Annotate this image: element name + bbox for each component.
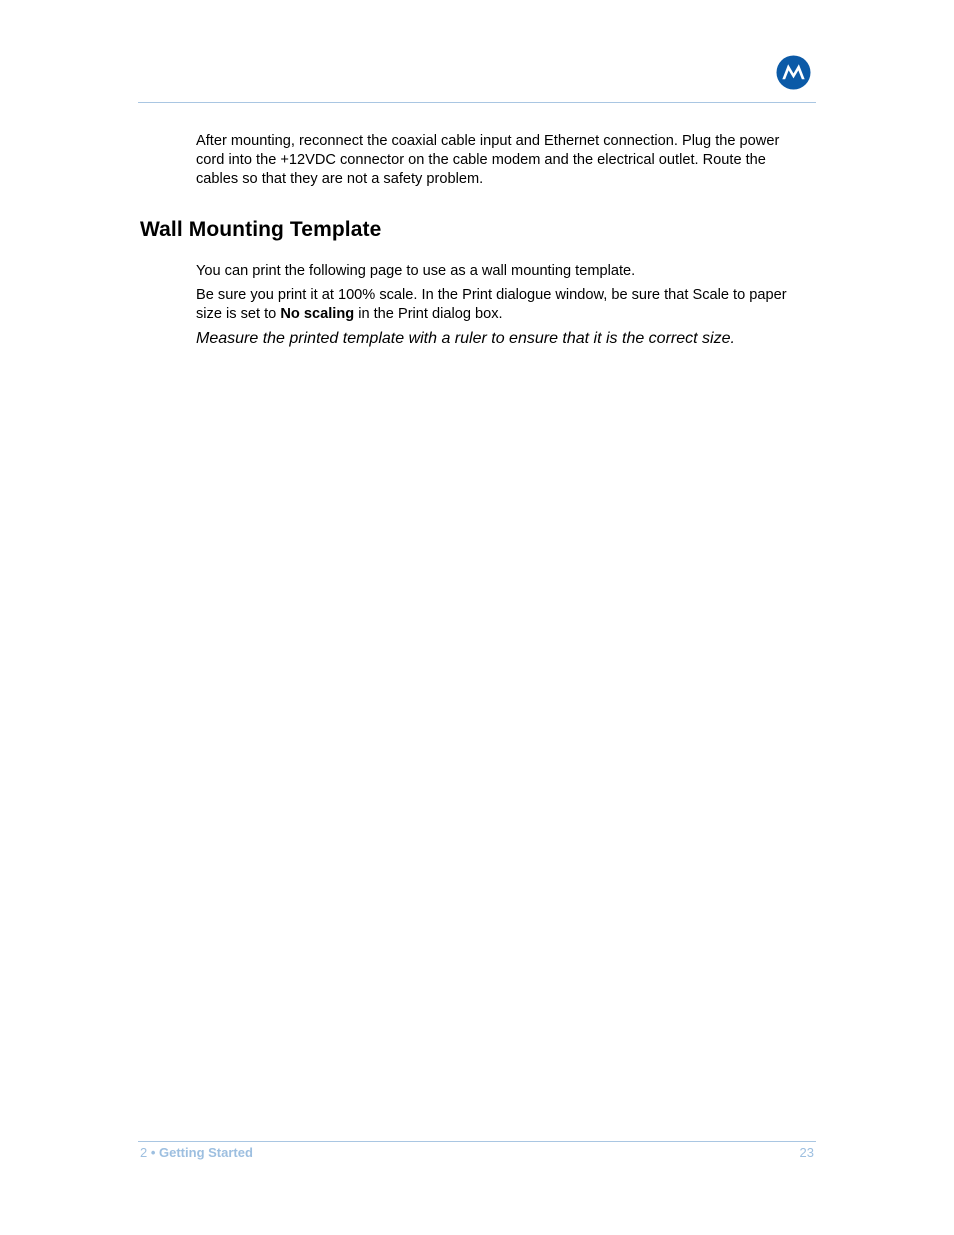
- footer-rule: [138, 1141, 816, 1142]
- footer-separator: •: [147, 1145, 160, 1160]
- print-paragraph: You can print the following page to use as a wall mounting template.: [196, 263, 636, 279]
- scale-text-before: Be sure you print it at 100% scale. In the Print dialogue window, be sure that Scale to paper size is set to: [196, 287, 787, 322]
- page-number: 23: [799, 1145, 814, 1160]
- motorola-logo-icon: [776, 55, 811, 90]
- measure-note: Measure the printed template with a ruler to ensure that it is the correct size.: [196, 330, 735, 347]
- intro-paragraph: After mounting, reconnect the coaxial cable input and Ethernet connection. Plug the power cord into the +12VDC connector on the cable modem and the electrical outlet. Route the cables so that they are not a safety problem.: [196, 133, 780, 187]
- scale-paragraph: [196, 286, 806, 324]
- no-scaling-emphasis: No scaling: [280, 306, 355, 322]
- scale-text-after: in the Print dialog box.: [354, 306, 503, 322]
- chapter-title: Getting Started: [159, 1145, 253, 1160]
- chapter-number: 2: [140, 1145, 148, 1160]
- section-heading: Wall Mounting Template: [140, 218, 382, 241]
- header-rule: [138, 102, 816, 103]
- footer-chapter: [140, 1145, 253, 1161]
